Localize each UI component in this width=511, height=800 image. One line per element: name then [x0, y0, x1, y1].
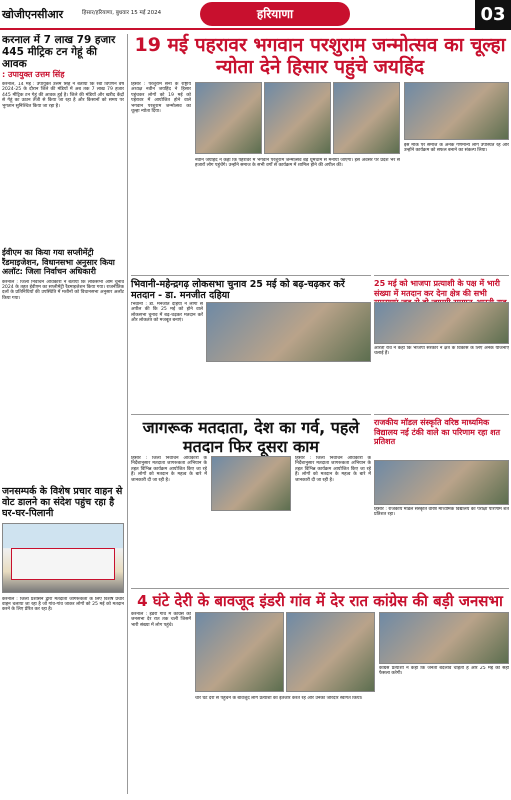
left-story-2-body: करनाल : जिला निर्वाचन अधिकारी ने बताया कि लोकसभा आम चुनाव 2024 के तहत ईवीएम का सप्लीमेंट्री रैंडमाइजेशन किया गया। राजनीतिक दलों के प्रतिनिधियों की उपस्थिति में मशीनों को विधानसभा अनुसार अलॉट किया गया।	[2, 279, 124, 301]
lead-story	[131, 82, 509, 272]
left-story-3-body: करनाल : जिला प्रशासन द्वारा मतदाता जागरूकता के लिए विशेष प्रचार वाहन चलाया जा रहा है जो गांव-गांव जाकर लोगों को 25 मई को मतदान करने के लिए प्रेरित कर रहा है।	[2, 596, 124, 613]
aarti-rao-story	[374, 302, 509, 412]
school-result-story	[374, 460, 509, 586]
lead-photos	[195, 82, 400, 154]
brand-name-b: एनसीआर	[24, 8, 64, 21]
voter-awareness-photo	[211, 456, 291, 511]
school-result-photo	[374, 460, 509, 505]
lead-photo-3	[333, 82, 400, 154]
school-result-body: हिसार : राजकीय मॉडल संस्कृति वरिष्ठ माध्यमिक विद्यालय का परीक्षा परिणाम शत प्रतिशत रहा।	[374, 507, 509, 518]
masthead-logo	[2, 3, 82, 25]
lead-story-col1: हिसार : परशुराम सेना के राष्ट्रीय अध्यक्ष नवीन जयहिंद ने हिसार पहुंचकर लोगों को 19 मई को पहरावर में आयोजित होने वाले भगवान परशुराम जन्मोत्सव का चूल्हा न्योता दिया।	[131, 82, 191, 115]
indri-rally-photo-2	[286, 612, 375, 692]
voter-awareness-body: हिसार : जिला निर्वाचन अधिकारी के निर्देशानुसार मतदाता जागरूकता अभियान के तहत विभिन्न कार्यक्रम आयोजित किए जा रहे हैं। लोगों को मतदान के महत्व के बारे में जानकारी दी जा रही है।	[131, 456, 207, 483]
indri-rally-headline: 4 घंटे देरी के बावजूद इंडरी गांव में देर रात कांग्रेस की बड़ी जनसभा	[131, 588, 509, 610]
indri-rally-right	[379, 612, 509, 796]
left-story-1-body: करनाल, 14 मई : उपायुक्त उत्तम सिंह ने बताया कि रबी विपणन वर्ष 2024-25 के दौरान जिले की मंडियों में अब तक 7 लाख 79 हजार 445 मीट्रिक टन गेहूं की आवक हुई है। जिले की मंडियों और खरीद केंद्रों से गेहूं का उठान तेजी से किया जा रहा है और किसानों को समय पर भुगतान सुनिश्चित किया जा रहा है।	[2, 82, 124, 109]
left-column	[2, 34, 128, 794]
left-headline-2: ईवीएम का किया गया सप्लीमेंट्री रैंडमाइजेशन, विधानसभा अनुसार किया अलॉट: जिला निर्वाचन अधिकारी	[2, 248, 115, 276]
aarti-rao-headline: 25 मई को भाजपा प्रत्याशी के पक्ष में भारी संख्या में मतदान कर देना क्षेत्र की सभी	[374, 275, 509, 308]
lead-story-body: नवीन जयहिंद ने कहा कि पहरावर में भगवान परशुराम जन्मोत्सव बड़े धूमधाम से मनाया जाएगा। इस अवसर पर प्रदेश भर से हजारों लोग पहुंचेंगे। उन्होंने समाज के सभी वर्गों से कार्यक्रम में शामिल होने की अपील की।	[195, 158, 400, 169]
indri-rally-story	[131, 612, 509, 796]
edition-date: हिसार/हरियाणा, बुधवार 15 मई 2024	[82, 10, 162, 16]
lead-photo-2	[264, 82, 331, 154]
indri-rally-col1: करनाल : इंडरी गांव में कांग्रेस की जनसभा देर रात तक चली जिसमें भारी संख्या में लोग पहुंचे।	[131, 612, 191, 628]
bhiwani-story	[131, 302, 371, 412]
lead-story-right-body: इस मौके पर समाज के अनेक गणमान्य लोग उपस्थित रहे और उन्होंने कार्यक्रम को सफल बनाने का संकल्प लिया।	[404, 143, 509, 154]
lead-story-right	[404, 82, 509, 272]
voter-awareness-story	[131, 456, 371, 586]
left-headline-1-sub: : उपायुक्त उत्तम सिंह	[2, 70, 65, 79]
lead-headline: 19 मई पहरावर भगवान परशुराम जन्मोत्सव का चूल्हा न्योता देने हिसार पहुंचे जयहिंद	[134, 34, 506, 78]
aarti-rao-body: आरती राव ने कहा कि भाजपा सरकार ने क्षेत्र के विकास के लिए अनेक योजनाएं चलाई हैं।	[374, 346, 509, 357]
lead-photo-1	[195, 82, 262, 154]
left-headline-3: जनसम्पर्क के विशेष प्रचार वाहन से वोट डालने का संदेश पहुंच रहा है घर-घर-पिलानी	[2, 485, 123, 519]
page-header	[0, 0, 511, 30]
page-number: 03	[475, 0, 511, 30]
indri-rally-photo-1	[195, 612, 284, 692]
indri-rally-photos	[195, 612, 375, 692]
left-headline-1: करनाल में 7 लाख 79 हजार 445 मीट्रिक टन गेहूं की आवक	[2, 34, 116, 70]
campaign-vehicle-photo	[2, 523, 124, 593]
indri-rally-photo-3	[379, 612, 509, 664]
indri-rally-body: चार घंटे देरी से पहुंचने के बावजूद लोग प्रत्याशी का इंतजार करते रहे और उनका जोरदार स्वागत किया।	[195, 696, 363, 701]
indri-rally-right-body: कांग्रेस प्रत्याशी ने कहा कि जनता बदलाव चाहती है और 25 मई को सही फैसला करेगी।	[379, 666, 509, 677]
school-result-headline: राजकीय मॉडल संस्कृति वरिष्ठ माध्यमिक विद्यालय नई टंकी वाले का परिणाम रहा शत प्रतिशत	[374, 414, 509, 447]
section-title: हरियाणा	[200, 2, 350, 26]
bhiwani-headline: भिवानी-महेन्द्रगढ़ लोकसभा चुनाव 25 मई को बढ़-चढ़कर करें मतदान - डा. मनजीत दहिया	[131, 275, 371, 301]
voter-awareness-headline: जागरूक मतदाता, देश का गर्व, पहले मतदान फिर दूसरा काम	[131, 414, 371, 456]
bhiwani-body: भिवानी : डा. मनजीत दहिया ने लोगों से अपील की कि 25 मई को होने वाले लोकसभा चुनाव में बढ़-चढ़कर मतदान करें और लोकतंत्र को मजबूत बनाएं।	[131, 302, 203, 324]
lead-photo-right	[404, 82, 509, 140]
bhiwani-group-photo	[206, 302, 371, 362]
voter-awareness-body-2: हिसार : जिला निर्वाचन अधिकारी के निर्देशानुसार मतदाता जागरूकता अभियान के तहत विभिन्न कार्यक्रम आयोजित किए जा रहे हैं। लोगों को मतदान के महत्व के बारे में जानकारी दी जा रही है।	[295, 456, 371, 483]
brand-name-a: खोजी	[2, 8, 25, 21]
aarti-rao-photo	[374, 302, 509, 344]
